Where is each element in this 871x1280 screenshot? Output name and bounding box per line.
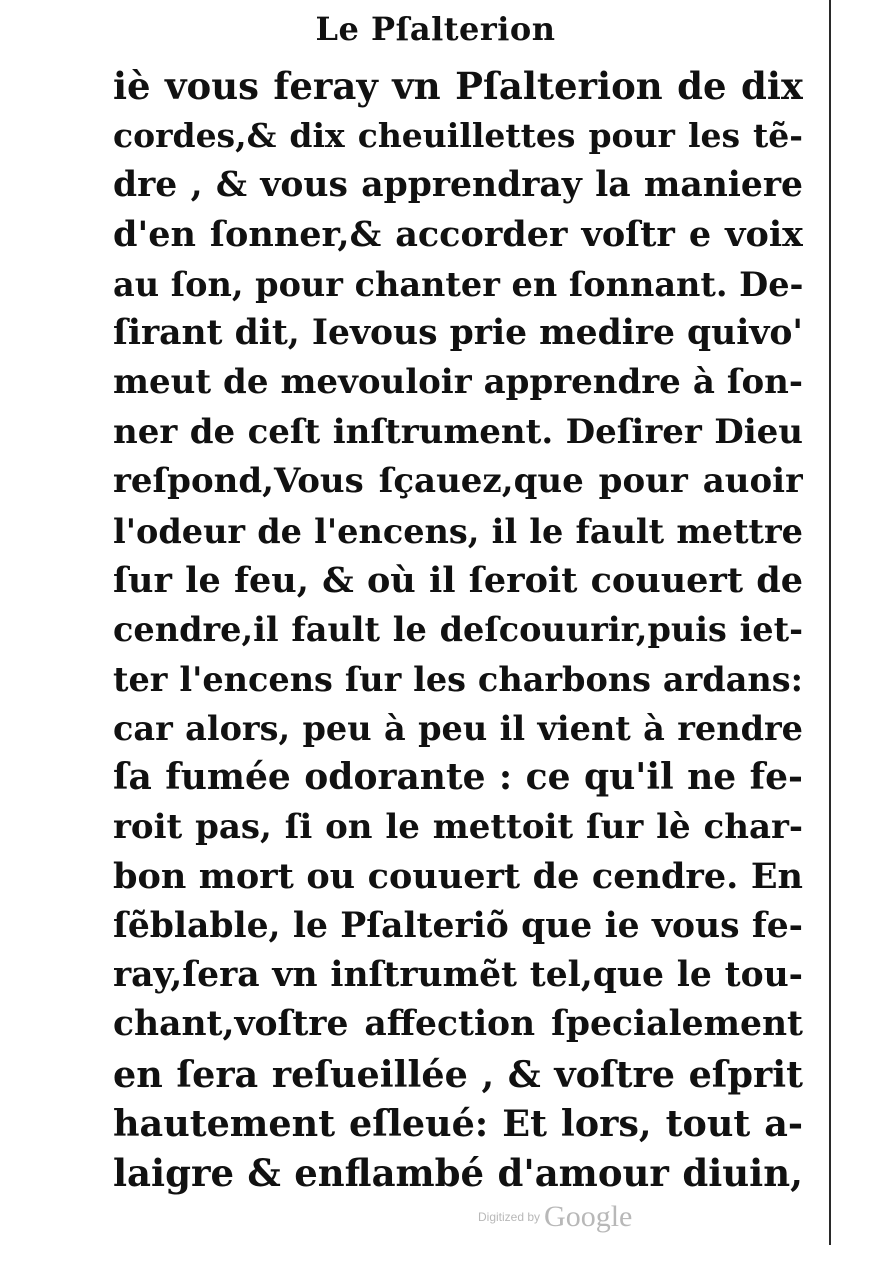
text-line: laigre & enflambé d'amour diuin, [113, 1150, 803, 1195]
text-line: ſa fumée odorante : ce qu'il ne fe- [113, 756, 803, 799]
text-line: cordes,& dix cheuillettes pour les tẽ- [113, 116, 803, 156]
body-text [113, 62, 803, 1198]
text-line: meut de mevouloir apprendre à ſon- [113, 362, 803, 403]
text-line: ſẽblable, le Pſalteriõ que ie vous fe- [113, 905, 803, 946]
text-line: l'odeur de l'encens, il le fault mettre [113, 511, 803, 551]
text-line: cendre,il fault le deſcouurir,puis iet- [113, 610, 803, 650]
text-line: d'en ſonner,& accorder voſtr e voix [113, 214, 803, 256]
text-line: reſpond,Vous ſçauez,que pour auoir [113, 461, 803, 502]
text-line: hautement eſleué: Et lors, tout a- [113, 1102, 803, 1146]
text-line: roit pas, ſi on le mettoit ſur lè char- [113, 806, 803, 847]
text-line: au ſon, pour chanter en ſonnant. De- [113, 264, 803, 304]
watermark-brand: Google [544, 1200, 633, 1233]
text-line: ner de ceſt inſtrument. Deſirer Dieu [113, 411, 803, 452]
watermark-prefix: Digitized by [478, 1210, 541, 1224]
text-line: ſirant dit, Ievous prie medire quivo' [113, 312, 803, 353]
text-line: chant,voſtre affection ſpecialement [113, 1004, 803, 1045]
text-line: dre , & vous apprendray la maniere [113, 164, 803, 205]
page-edge-rule [829, 0, 831, 1245]
text-line: ray,ſera vn inſtrumẽt tel,que le tou- [113, 955, 803, 996]
text-line: bon mort ou couuert de cendre. En [113, 856, 803, 898]
text-line: car alors, peu à peu il vient à rendre [113, 709, 803, 749]
text-line: iè vous feray vn Pſalterion de dix [113, 64, 803, 108]
text-line: ter l'encens ſur les charbons ardans: [113, 659, 803, 699]
running-head: Le Pſalterion [315, 10, 556, 48]
digitization-watermark [478, 1200, 632, 1234]
text-line: en ſera reſueillée , & voſtre eſprit [113, 1052, 803, 1096]
text-line: ſur le feu, & où il ſeroit couuert de [113, 559, 803, 601]
